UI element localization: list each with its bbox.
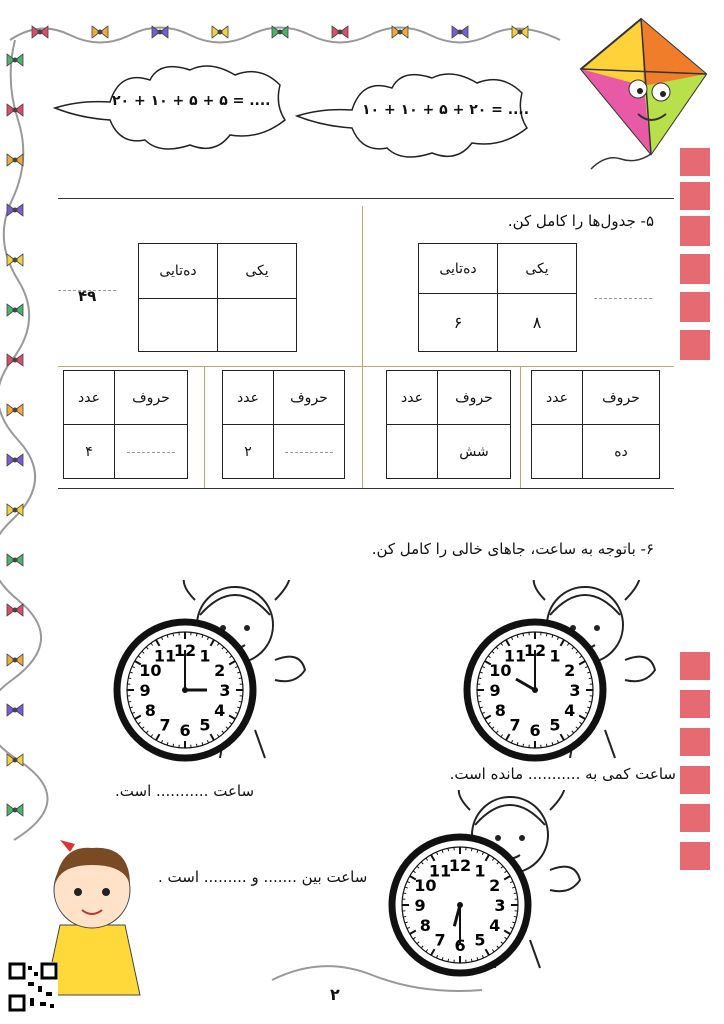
bow-ornament [7, 604, 23, 616]
side-tab [680, 292, 710, 322]
number-answer-cell[interactable] [387, 425, 438, 479]
number-header: عدد [64, 371, 115, 425]
clock-tick [478, 678, 481, 679]
clock-tick [173, 633, 174, 636]
tens-header: ده‌تایی [139, 244, 218, 299]
side-tab [680, 690, 710, 718]
clock-tick [478, 701, 481, 702]
bow-ornament [7, 654, 23, 666]
girl-with-clock-right [420, 580, 670, 770]
bow-ornament [7, 704, 23, 716]
side-tab [680, 254, 710, 284]
section-divider [204, 366, 205, 488]
analog-clock [117, 622, 253, 758]
clock-numeral: 5 [199, 715, 211, 735]
clock-numeral: 8 [419, 916, 431, 935]
letters-answer-cell[interactable] [274, 425, 345, 479]
clock-numeral: 11 [153, 646, 177, 666]
clock-numeral: 10 [414, 876, 437, 895]
bottom-vine-decoration [262, 950, 502, 1010]
place-value-table-right [418, 243, 577, 352]
clock-numeral: 5 [549, 715, 561, 735]
side-tab [680, 842, 710, 870]
clock-numeral: 5 [474, 930, 486, 950]
letters-header: حروف [438, 371, 511, 425]
clock-numeral: 3 [219, 681, 231, 700]
clock-tick [128, 678, 131, 679]
clock-numeral: 6 [179, 721, 191, 740]
letters-value: شش [438, 425, 511, 479]
clock-numeral: 11 [428, 861, 452, 881]
word-number-table-1 [531, 370, 660, 479]
letters-header: حروف [583, 371, 660, 425]
clock-numeral: 8 [494, 701, 506, 720]
clock-numeral: 7 [509, 715, 521, 735]
clock-numeral: 4 [564, 701, 576, 720]
clock-numeral: 2 [214, 661, 226, 680]
clock-numeral: 7 [434, 930, 446, 950]
tens-header: ده‌تایی [419, 244, 498, 294]
bow-ornament [7, 504, 23, 516]
number-header: عدد [532, 371, 583, 425]
section-divider [362, 206, 363, 366]
word-number-table-2 [386, 370, 511, 479]
clock-numeral: 12 [523, 641, 547, 660]
letters-answer-cell[interactable] [115, 425, 188, 479]
clock-tick [196, 744, 197, 747]
clock-numeral: 11 [503, 646, 527, 666]
bow-ornament [32, 26, 48, 38]
clock-numeral: 9 [414, 896, 426, 915]
bow-ornament [212, 26, 228, 38]
bow-ornament [7, 154, 23, 166]
clock-numeral: 2 [489, 876, 501, 895]
bow-ornament [7, 204, 23, 216]
ones-header: یکی [498, 244, 577, 294]
bow-ornament [7, 804, 23, 816]
clock-numeral: 3 [569, 681, 581, 700]
clock-numeral: 12 [173, 641, 197, 660]
clock-tick [448, 848, 449, 851]
clock-numeral: 1 [549, 646, 561, 666]
question-6-title: ۶- باتوجه به ساعت، جاهای خالی را کامل کن. [371, 540, 654, 558]
clock-tick [403, 916, 406, 917]
bow-ornament [7, 454, 23, 466]
clock-tick [239, 701, 242, 702]
clock-numeral: 7 [159, 715, 171, 735]
clock-tick [523, 744, 524, 747]
word-number-table-4 [63, 370, 188, 479]
clock-numeral: 9 [139, 681, 151, 700]
clock-tick [239, 678, 242, 679]
bow-ornament [272, 26, 288, 38]
clock-tick [523, 633, 524, 636]
ones-answer-cell[interactable] [218, 299, 297, 352]
letters-value: ده [583, 425, 660, 479]
bow-ornament [392, 26, 408, 38]
side-tab [680, 766, 710, 794]
number-value: ۲ [223, 425, 274, 479]
clock-numeral: 2 [564, 661, 576, 680]
side-tab [680, 182, 710, 210]
clock-tick [514, 893, 517, 894]
page-number: ۲ [330, 985, 340, 1004]
clock-tick [196, 633, 197, 636]
clock-tick [589, 701, 592, 702]
leaf-equation-left: .... = ۵ + ۵ + ۱۰ + ۲۰ [112, 93, 271, 109]
answer-blank[interactable] [594, 298, 652, 299]
tens-answer-cell[interactable] [139, 299, 218, 352]
qr-code [8, 962, 58, 1012]
clock-numeral: 4 [214, 701, 226, 720]
place-value-table-left [138, 243, 297, 352]
clock-numeral: 4 [489, 916, 501, 935]
bow-ornament [452, 26, 468, 38]
bow-ornament [7, 754, 23, 766]
clock-numeral: 6 [454, 936, 466, 955]
side-tab [680, 216, 710, 246]
ones-value: ۸ [498, 294, 577, 352]
number-header: عدد [223, 371, 274, 425]
section-divider [520, 366, 521, 488]
section-divider [362, 366, 363, 488]
clock-numeral: 1 [199, 646, 211, 666]
clock-tick [546, 633, 547, 636]
clock-tick [589, 678, 592, 679]
given-number: ۴۹ [78, 287, 97, 305]
section-divider [58, 366, 674, 367]
bow-ornament [512, 26, 528, 38]
analog-clock [467, 622, 603, 758]
clock-numeral: 10 [139, 661, 162, 680]
letters-header: حروف [115, 371, 188, 425]
bow-ornament [92, 26, 108, 38]
clock-tick [514, 916, 517, 917]
side-tab [680, 330, 710, 360]
letters-header: حروف [274, 371, 345, 425]
bow-ornament [7, 354, 23, 366]
clock-tick [546, 744, 547, 747]
girl-with-clock-left [70, 580, 320, 770]
section-divider [58, 198, 674, 199]
side-tab [680, 728, 710, 756]
side-tab [680, 804, 710, 832]
clock-right-sentence: ساعت کمی به ........... مانده است. [449, 765, 676, 783]
clock-numeral: 6 [529, 721, 541, 740]
clock-tick [471, 848, 472, 851]
clock-numeral: 1 [474, 861, 486, 881]
side-tab [680, 148, 710, 176]
clock-numeral: 3 [494, 896, 506, 915]
tens-value: ۶ [419, 294, 498, 352]
number-header: عدد [387, 371, 438, 425]
section-divider [58, 488, 674, 489]
clock-left-sentence: ساعت ........... است. [115, 782, 255, 800]
clock-bottom-sentence: ساعت بین ....... و ......... است . [158, 868, 368, 886]
bow-ornament [7, 104, 23, 116]
bow-ornament [152, 26, 168, 38]
number-answer-cell[interactable] [532, 425, 583, 479]
clock-numeral: 8 [144, 701, 156, 720]
bow-ornament [7, 554, 23, 566]
bow-ornament [7, 54, 23, 66]
question-5-title: ۵- جدول‌ها را کامل کن. [507, 212, 654, 230]
clock-tick [128, 701, 131, 702]
bow-ornament [7, 404, 23, 416]
bow-ornament [7, 254, 23, 266]
clock-tick [403, 893, 406, 894]
clock-tick [173, 744, 174, 747]
number-value: ۴ [64, 425, 115, 479]
bow-ornament [7, 304, 23, 316]
side-tab [680, 652, 710, 680]
clock-numeral: 9 [489, 681, 501, 700]
word-number-table-3 [222, 370, 345, 479]
clock-numeral: 10 [489, 661, 512, 680]
clock-numeral: 12 [448, 856, 472, 875]
ones-header: یکی [218, 244, 297, 299]
bow-ornament [332, 26, 348, 38]
leaf-equation-right: .... = ۲۰ + ۵ + ۱۰ + ۱۰ [362, 102, 530, 118]
